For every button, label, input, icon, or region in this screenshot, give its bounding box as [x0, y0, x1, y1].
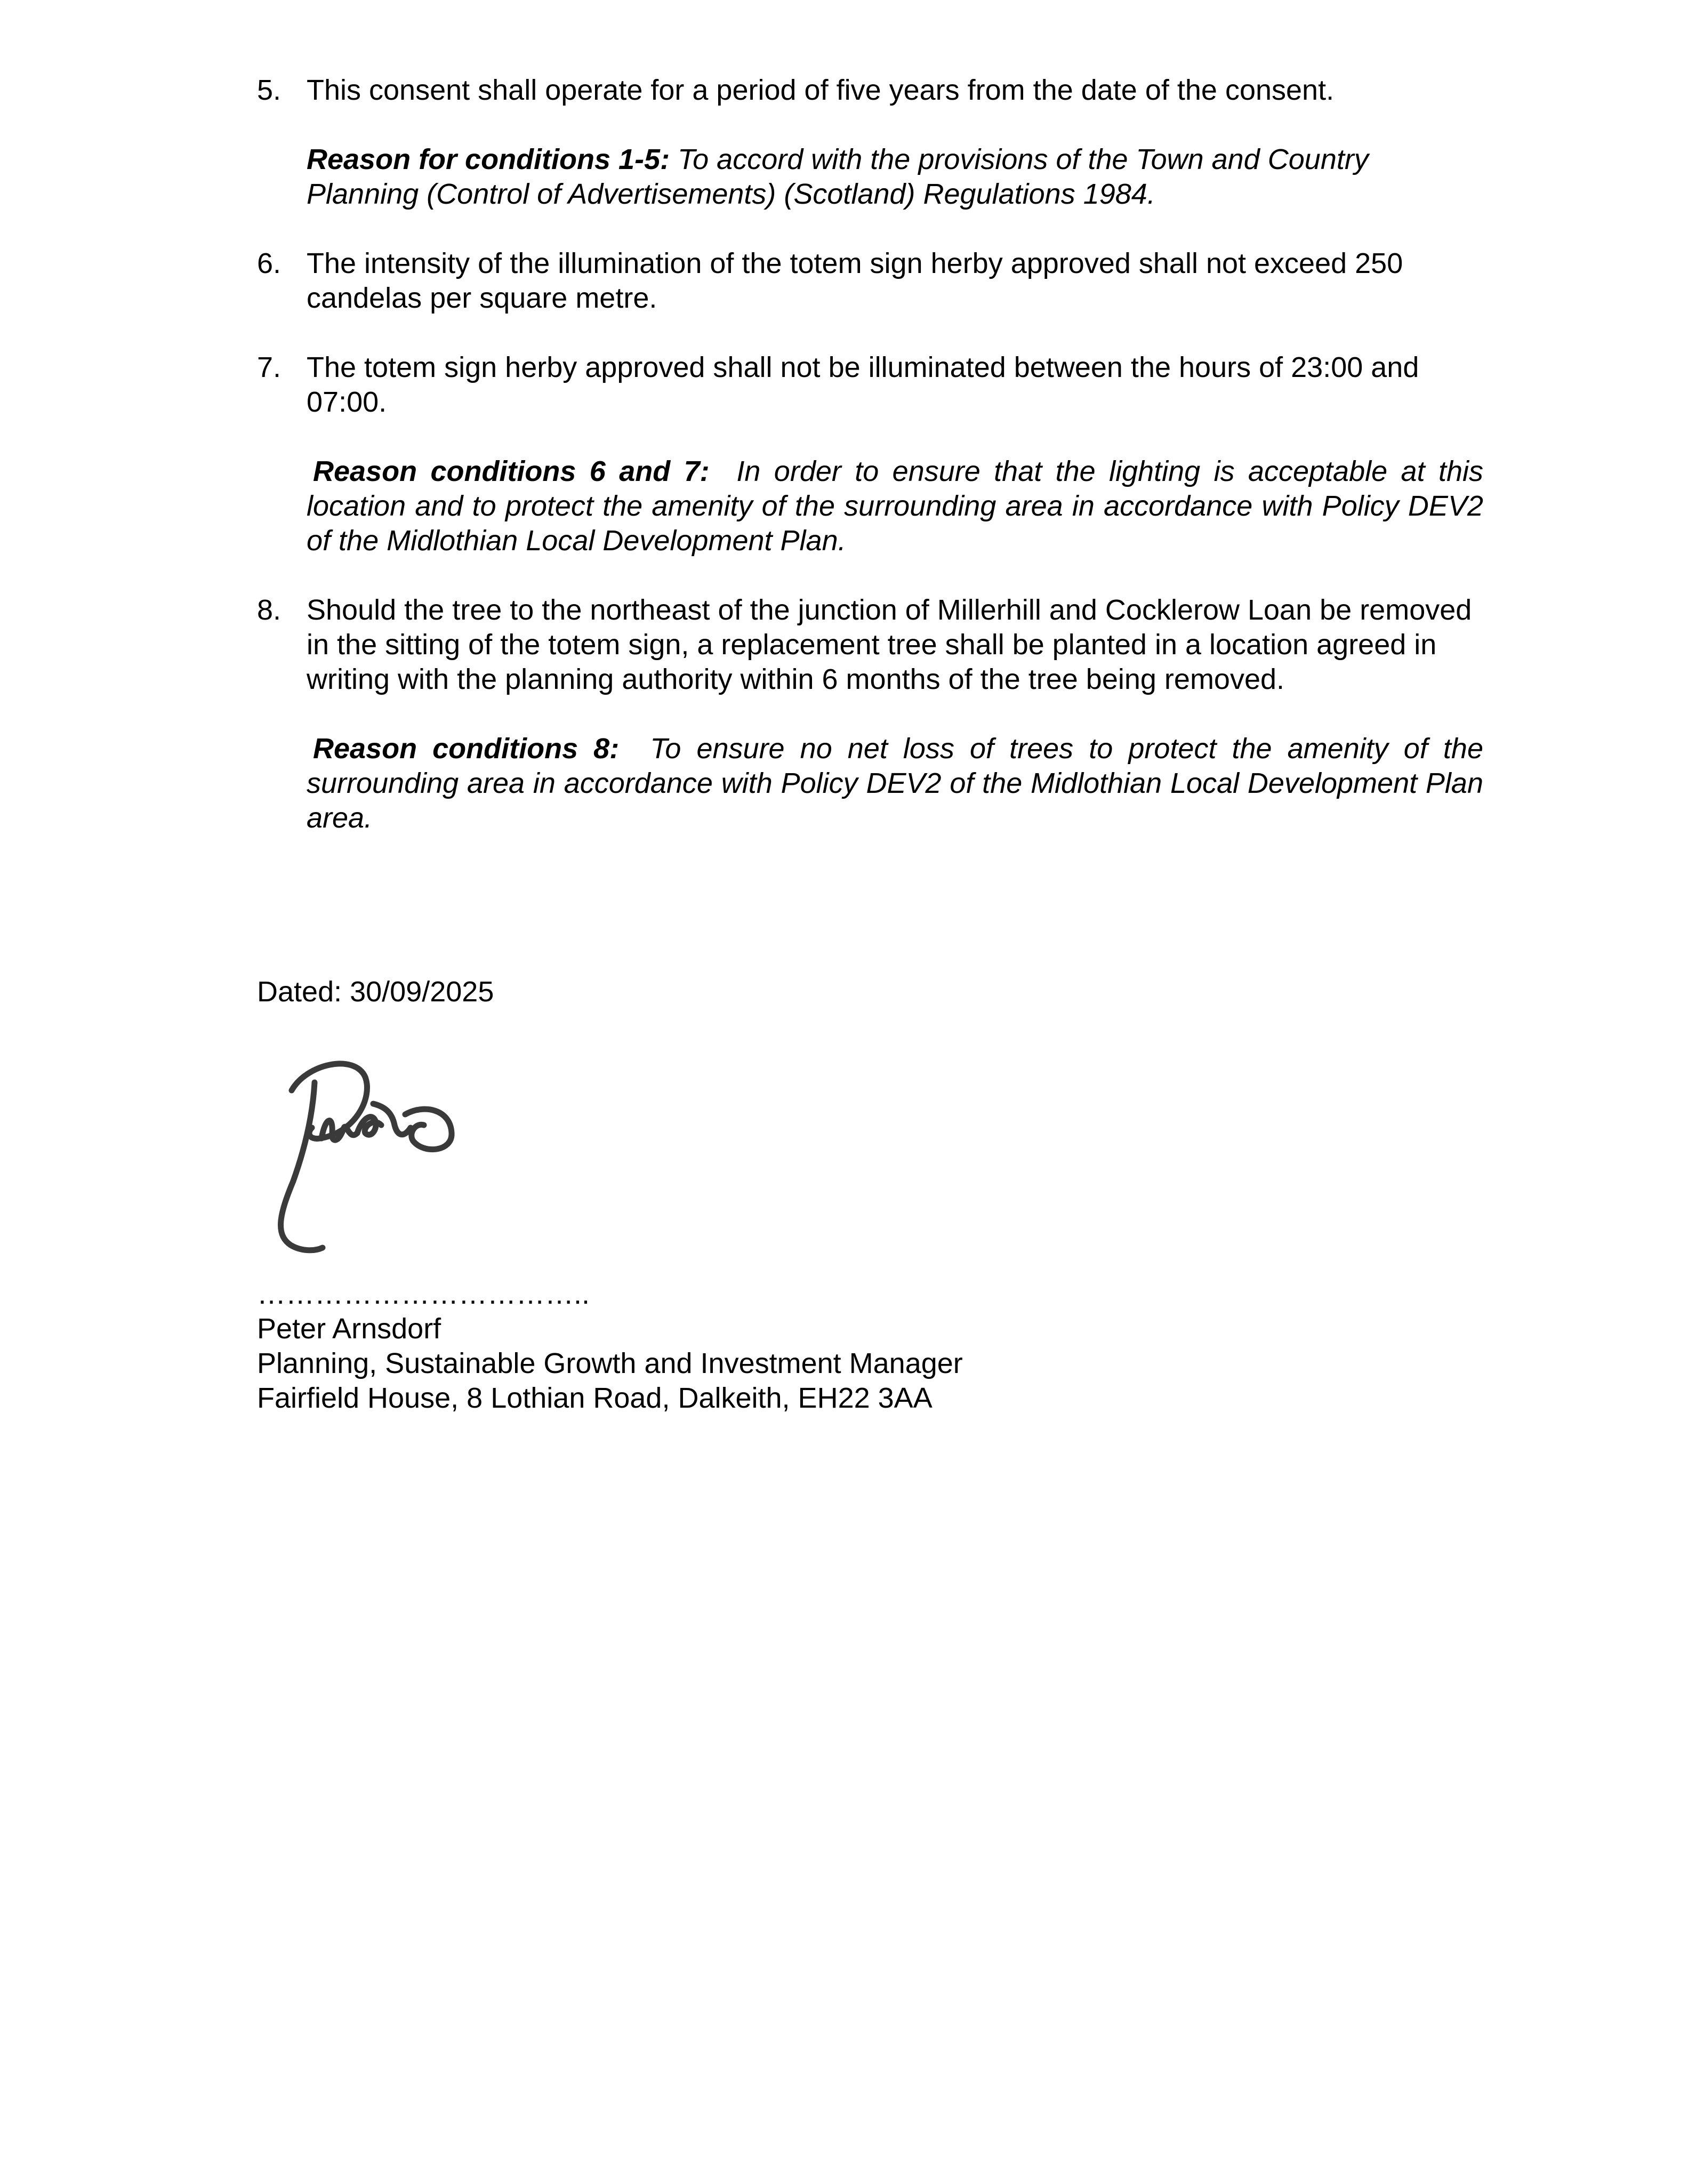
condition-text: The intensity of the illumination of the totem sign herby approved shall not exceed 250 candelas per square metre.: [307, 247, 1403, 314]
reason-text: To accord with the provisions of the Town and Country Planning (Control of Advertisements) (Scotland) Regulations 1984.: [307, 143, 1369, 210]
reason-conditions-6-7: [307, 454, 1483, 558]
condition-number: 8.: [257, 594, 282, 626]
condition-number: 6.: [257, 247, 282, 279]
condition-text: The totem sign herby approved shall not be illuminated between the hours of 23:00 and 07:00.: [307, 351, 1419, 418]
conditions-list: [257, 73, 1483, 870]
reason-lead: Reason for conditions 1-5:: [307, 143, 670, 175]
reason-text: In order to ensure that the lighting is acceptable at this location and to protect the amenity of the surrounding area in accordance with Policy DEV2 of the Midlothian Local Development Plan.: [307, 455, 1483, 557]
signatory-address: Fairfield House, 8 Lothian Road, Dalkeith, EH22 3AA: [257, 1382, 933, 1414]
signature-line: ……………………………..: [257, 1278, 590, 1310]
reason-text: To ensure no net loss of trees to protect the amenity of the surrounding area in accordance with Policy DEV2 of the Midlothian Local Development Plan area.: [307, 733, 1483, 834]
signature-block: [257, 1277, 963, 1416]
reason-conditions-1-5: [307, 142, 1483, 212]
reason-lead: Reason conditions 6 and 7:: [313, 455, 710, 487]
condition-item-8: [257, 593, 1483, 697]
condition-number: 5.: [257, 74, 282, 106]
condition-item-5: [257, 73, 1483, 108]
reason-conditions-8: [307, 732, 1483, 836]
handwritten-signature: [264, 1053, 472, 1256]
dated-line: Dated: 30/09/2025: [257, 976, 494, 1008]
condition-text: This consent shall operate for a period of five years from the date of the consent.: [307, 74, 1335, 106]
reason-lead: Reason conditions 8:: [313, 733, 620, 765]
signatory-name: Peter Arnsdorf: [257, 1313, 441, 1345]
condition-text: Should the tree to the northeast of the junction of Millerhill and Cocklerow Loan be removed in the sitting of the totem sign, a replacement tree shall be planted in a location agreed in writing with the planning authority within 6 months of the tree being removed.: [307, 594, 1472, 695]
condition-item-7: [257, 350, 1483, 420]
condition-item-6: [257, 246, 1483, 316]
signatory-title: Planning, Sustainable Growth and Investment Manager: [257, 1347, 963, 1379]
condition-number: 7.: [257, 351, 282, 383]
